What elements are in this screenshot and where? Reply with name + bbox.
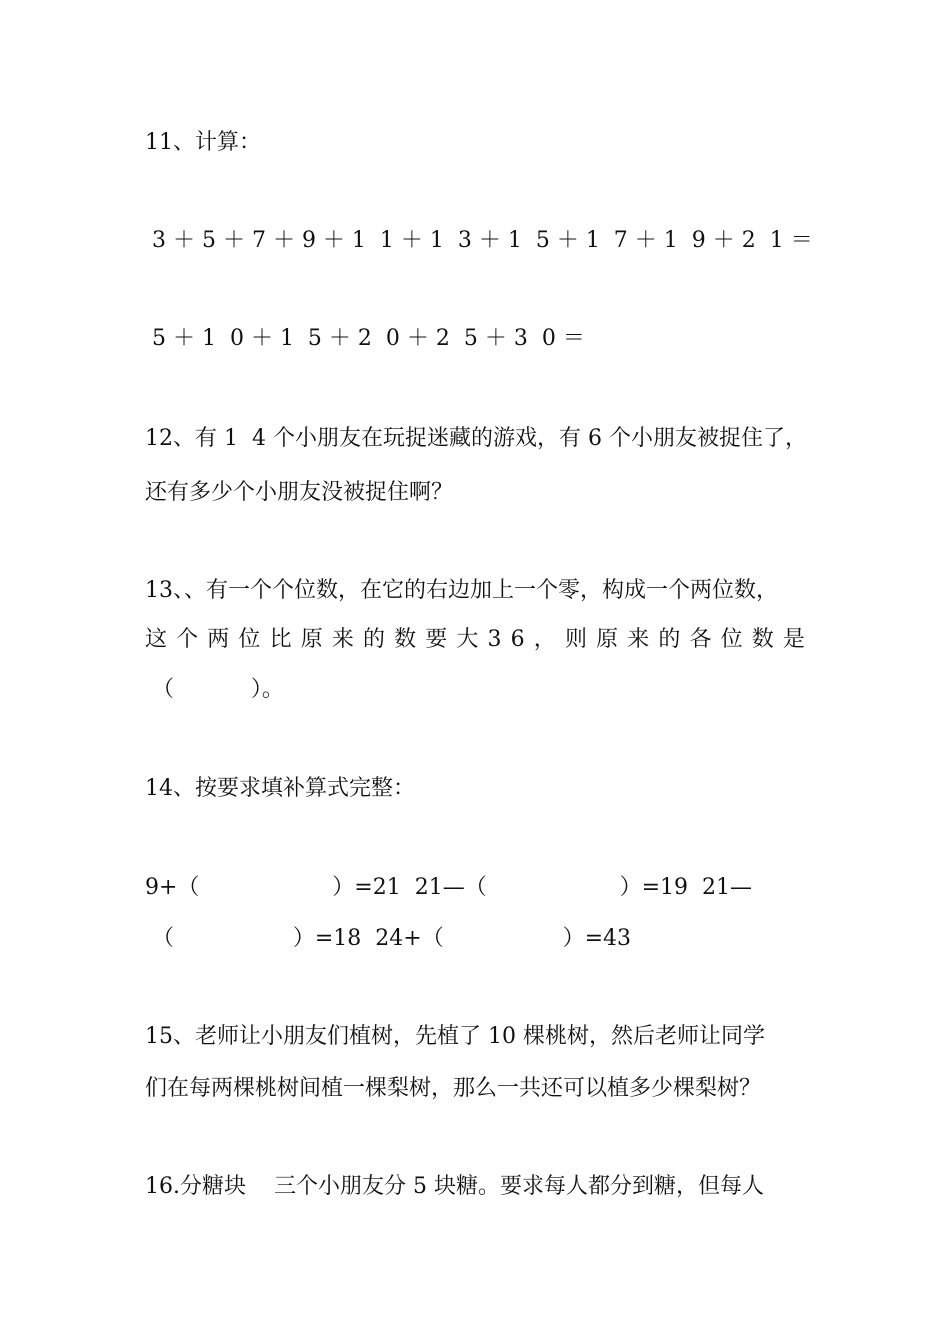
- q13-line-2-char: 各: [689, 627, 712, 652]
- q15-line-1: 15、老师让小朋友们植树，先植了 10 棵桃树，然后老师让同学: [145, 1024, 765, 1049]
- q12-line-1: 12、有 1 4 个小朋友在玩捉迷藏的游戏，有 6 个小朋友被捉住了，: [145, 426, 807, 451]
- q13-line-2-char: 是: [782, 627, 805, 652]
- q13-line-2-char: 个: [176, 627, 199, 652]
- q13-line-2: [145, 625, 805, 655]
- q13-line-2-char: 来: [627, 627, 650, 652]
- q13-line-3: （ ）。: [145, 677, 284, 702]
- q13-line-2-char: 数: [394, 627, 417, 652]
- q14-line-2: （ ）=18 24+（ ）=43: [145, 926, 632, 951]
- q11-expression-2: 5 ＋ 1 0 ＋ 1 5 ＋ 2 0 ＋ 2 5 ＋ 3 0 ＝: [145, 326, 585, 351]
- q12-line-2: 还有多少个小朋友没被捉住啊？: [145, 480, 454, 505]
- q13-line-2-char: 的: [362, 627, 385, 652]
- q14-title: 14、按要求填补算式完整：: [145, 776, 415, 801]
- q13-line-2-char: 6: [510, 627, 525, 652]
- q13-line-2-char: 数: [751, 627, 774, 652]
- q11-expression-1: 3 ＋ 5 ＋ 7 ＋ 9 ＋ 1 1 ＋ 1 3 ＋ 1 5 ＋ 1 7 ＋ 1 9 ＋ 2 1 ＝: [145, 228, 813, 253]
- q13-line-2-char: 则: [564, 627, 587, 652]
- q13-line-2-char: 3: [487, 627, 502, 652]
- q13-line-2-char: 的: [658, 627, 681, 652]
- q13-line-2-char: 原: [596, 627, 619, 652]
- q13-line-1: 13、、有一个个位数，在它的右边加上一个零，构成一个两位数，: [145, 578, 778, 603]
- q13-line-2-char: 来: [331, 627, 354, 652]
- q13-line-2-char: ，: [533, 627, 556, 652]
- q13-line-2-char: 原: [300, 627, 323, 652]
- q11-title: 11、计算：: [145, 130, 261, 155]
- q14-line-1: 9+（ ）=21 21—（ ）=19 21—: [145, 875, 752, 900]
- q16-line-1: 16.分糖块 三个小朋友分 5 块糖。要求每人都分到糖，但每人: [145, 1174, 764, 1199]
- q15-line-2: 们在每两棵桃树间植一棵梨树，那么一共还可以植多少棵梨树？: [145, 1076, 762, 1101]
- q13-line-2-char: 要: [425, 627, 448, 652]
- q13-line-2-char: 比: [269, 627, 292, 652]
- q13-line-2-char: 大: [456, 627, 479, 652]
- q13-line-2-char: 位: [720, 627, 743, 652]
- q13-line-2-char: 位: [238, 627, 261, 652]
- q13-line-2-char: 两: [207, 627, 230, 652]
- q13-line-2-char: 这: [145, 627, 168, 652]
